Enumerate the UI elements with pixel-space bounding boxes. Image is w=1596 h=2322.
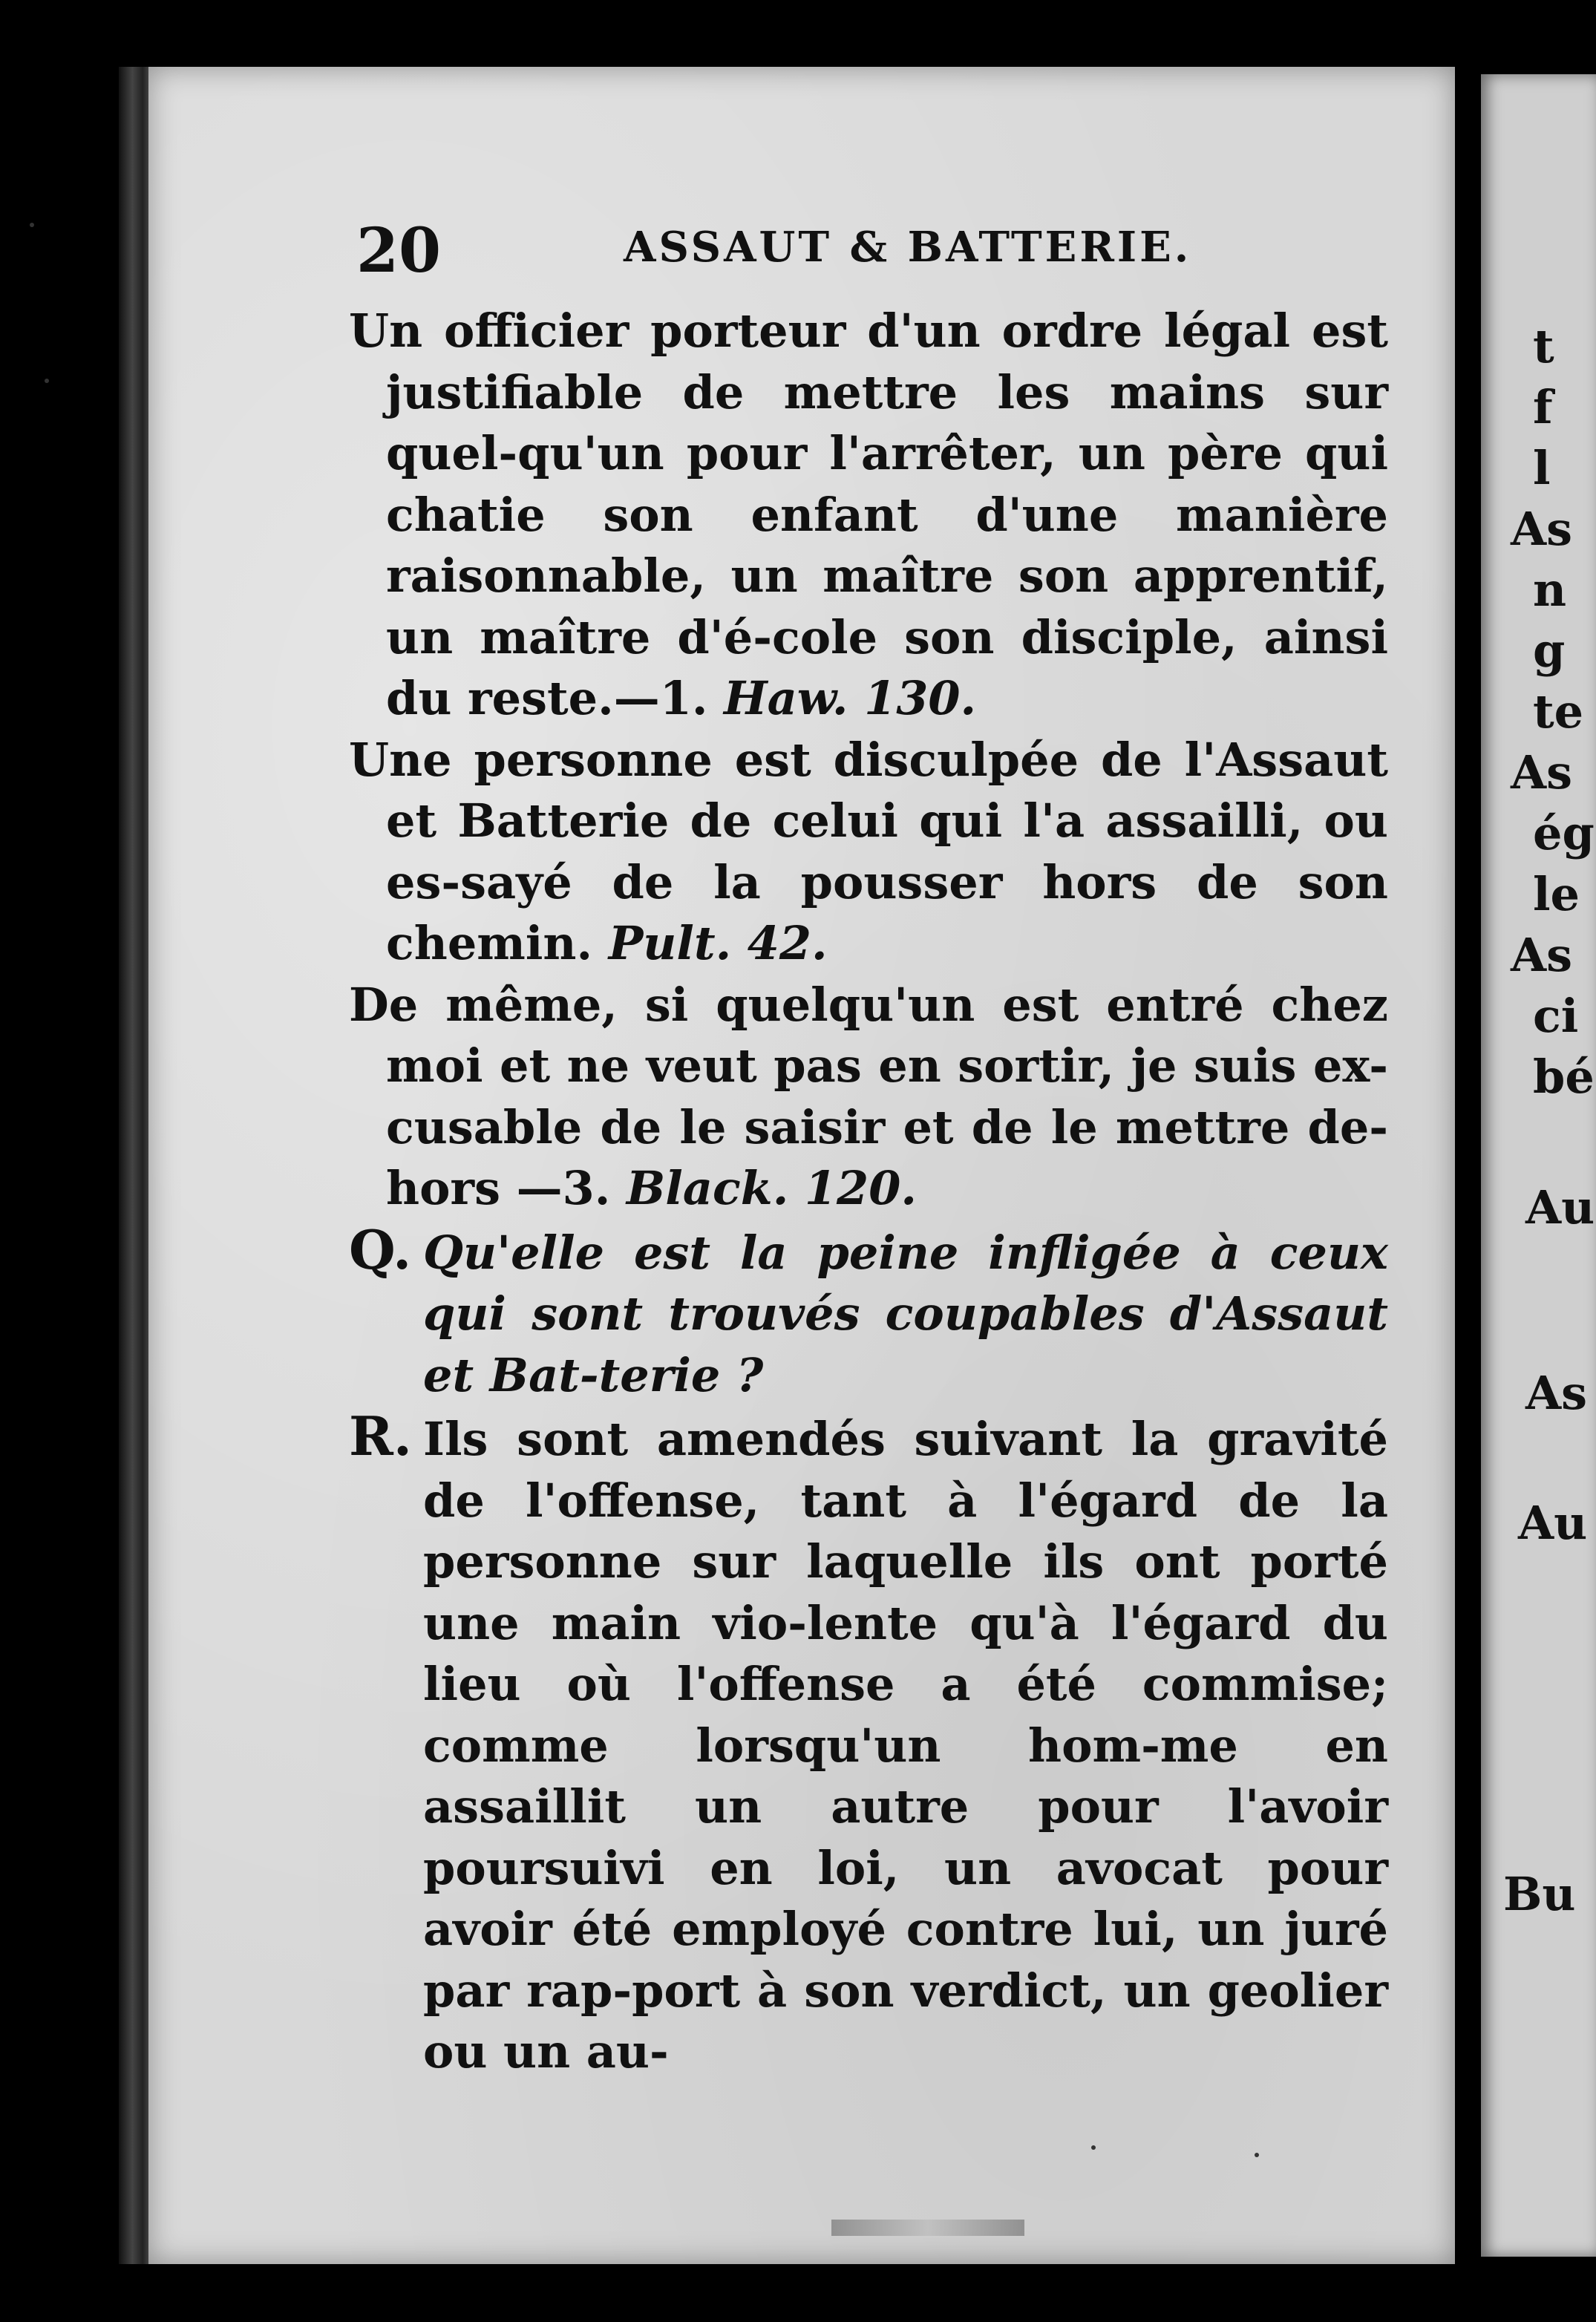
adjacent-fragment: As: [1511, 928, 1573, 982]
scan-speck: [1091, 2145, 1096, 2150]
paragraph-2-text: Une personne est disculpée de l'Assaut et Batterie de celui qui l'a assailli, ou es-sayé de la pousser hors de son chemin.: [349, 732, 1388, 970]
answer-text: Ils sont amendés suivant la gravité de l'offense, tant à l'égard de la personne sur laquelle ils ont porté une main vio-lente qu'à l'égard du lieu où l'offense a été commise; comme lorsqu'un hom-me en assaillit un autre pour l'avoir poursuivi en loi, un avocat pour avoir été employé contre lui, un juré par rap-port à son verdict, un geolier ou un au-: [423, 1412, 1388, 2079]
paragraph-1-text: Un officier porteur d'un ordre légal est justifiable de mettre les mains sur quel-qu'un pour l'arrêter, un père qui chatie son enfant d'une manière raisonnable, un maître son apprentif, un maître d'é-cole son disciple, ainsi du reste.—1.: [349, 304, 1388, 725]
scan-speck: [30, 223, 34, 227]
answer-block: [349, 1406, 1388, 2083]
paragraph-3: [349, 975, 1388, 1220]
adjacent-fragment: Bu: [1503, 1867, 1576, 1921]
adjacent-fragment: ég: [1533, 806, 1595, 860]
scan-speck: [1255, 2153, 1259, 2157]
adjacent-fragment: ci: [1533, 989, 1579, 1043]
paragraph-2-reference: Pult. 42.: [608, 916, 828, 970]
adjacent-fragment: t: [1533, 319, 1554, 373]
adjacent-fragment: As: [1511, 502, 1573, 556]
adjacent-fragment: le: [1533, 867, 1580, 921]
adjacent-fragment: n: [1533, 563, 1567, 617]
paragraph-1: [349, 301, 1388, 730]
page-body: [349, 301, 1388, 2083]
scan-speck: [45, 379, 49, 383]
adjacent-fragment: Au: [1518, 1496, 1588, 1550]
adjacent-page-edge: [1481, 74, 1596, 2257]
paragraph-2: [349, 730, 1388, 975]
adjacent-fragment: As: [1511, 745, 1573, 799]
paragraph-3-reference: Black. 120.: [626, 1161, 917, 1215]
paragraph-1-reference: Haw. 130.: [724, 671, 977, 725]
question-text: Qu'elle est la peine infligée à ceux qui sont trouvés coupables d'Assaut et Bat-terie ?: [423, 1225, 1388, 1402]
question-block: [349, 1217, 1388, 1407]
adjacent-fragment: f: [1533, 380, 1553, 434]
adjacent-fragment: bé: [1533, 1050, 1595, 1104]
paragraph-3-text: De même, si quelqu'un est entré chez moi et ne veut pas en sortir, je suis ex-cusable de le saisir et de le mettre de-hors —3.: [349, 977, 1388, 1215]
adjacent-fragment: l: [1533, 441, 1551, 495]
adjacent-fragment: te: [1533, 684, 1584, 739]
page-bottom-smudge: [831, 2220, 1024, 2236]
adjacent-fragment: As: [1525, 1366, 1588, 1420]
question-lead: Q.: [349, 1217, 412, 1281]
page-number: 20: [356, 215, 442, 287]
adjacent-fragment: g: [1533, 624, 1566, 678]
running-head-title: ASSAUT & BATTERIE.: [624, 223, 1192, 272]
answer-lead: R.: [349, 1404, 412, 1468]
adjacent-fragment: Au: [1525, 1180, 1595, 1234]
